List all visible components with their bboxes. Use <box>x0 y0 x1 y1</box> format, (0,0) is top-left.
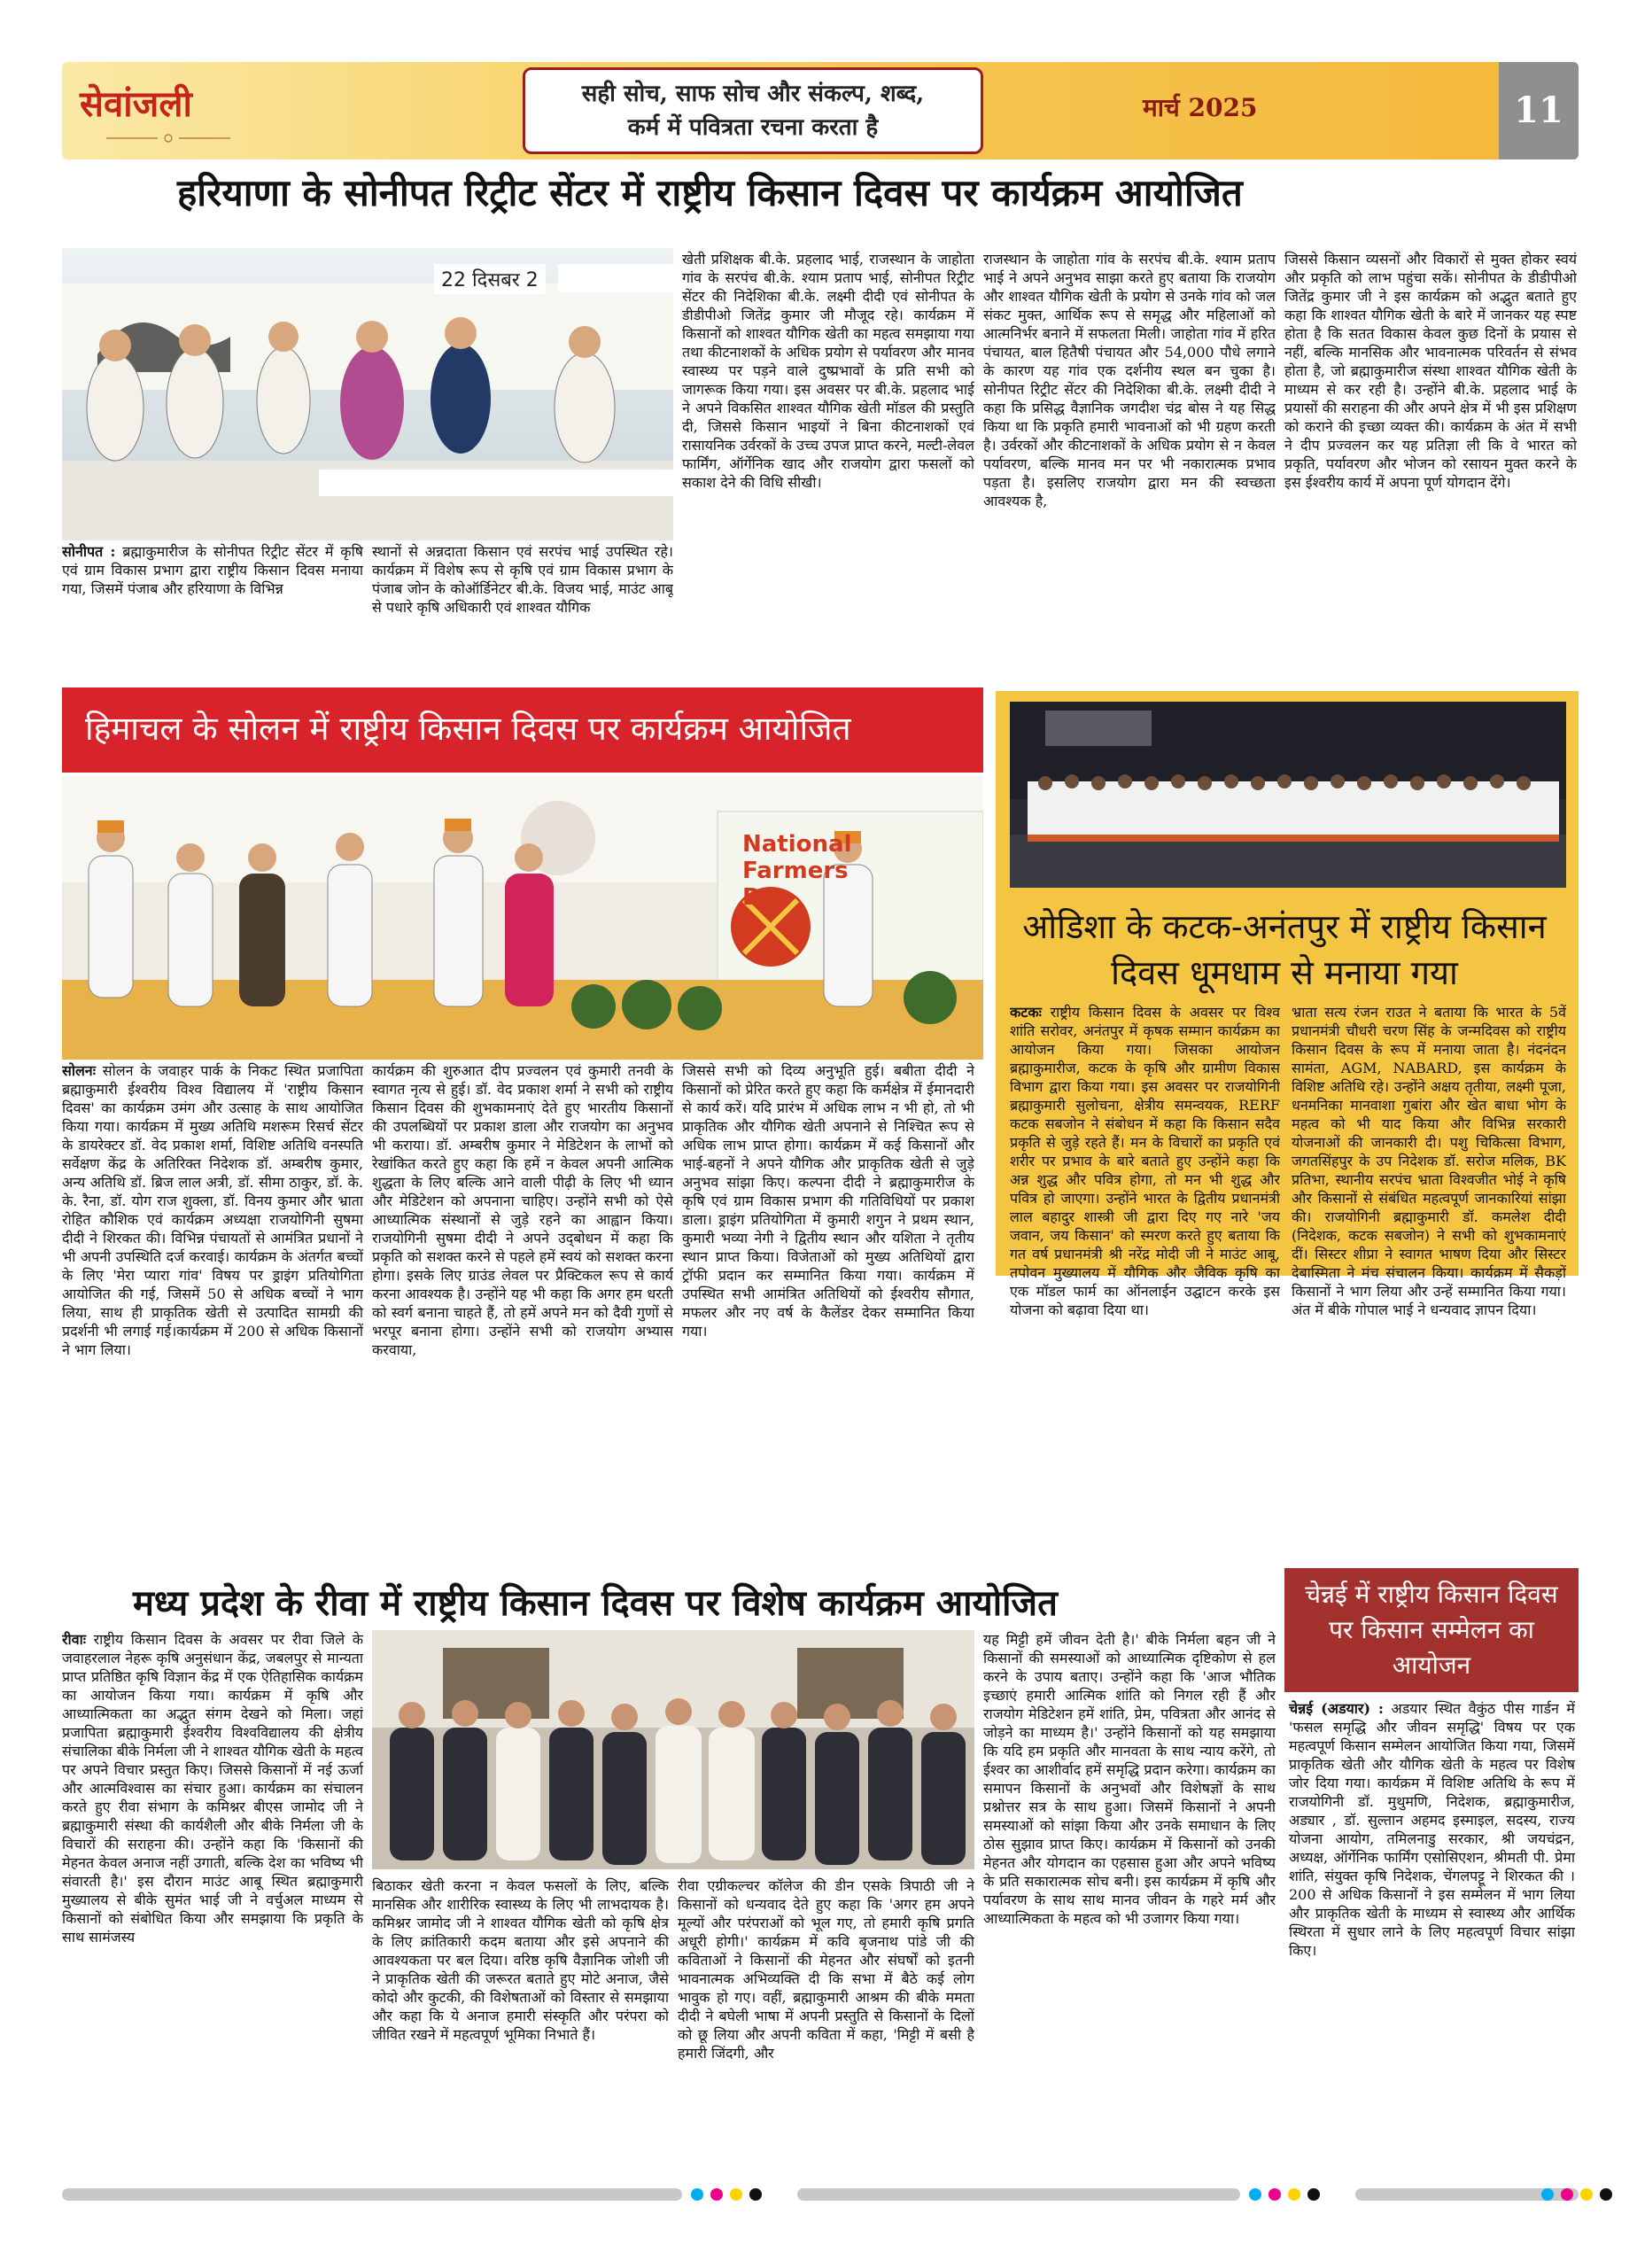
text-sonipat-col3: खेती प्रशिक्षक बी.के. प्रहलाद भाई, राजस्थान के जाहोता गांव के सरपंच बी.के. श्याम प्रताप भाई, सोनीपत रिट्रीट सेंटर की निदेशिका बी.के. लक्ष्मी दीदी एवं सोनीपत के डीडीपीओ जितेंद्र कुमार जी मौजूद रहे। कार्यक्रम में किसानों को शाश्वत यौगिक खेती का महत्व समझाया गया तथा कीटनाशकों के अधिक प्रयोग से पर्यावरण और मानव स्वास्थ्य पर पड़ने वाले दुष्प्रभावों के प्रति सभी को जागरूक किया गया। इस अवसर पर बी.के. प्रहलाद भाई ने अपने विकसित शाश्वत यौगिक खेती मॉडल की प्रस्तुति दी, जिससे किसान भाइयों ने बिना कीटनाशकों एवं रासायनिक उर्वरकों के उच्च उपज प्राप्त करने, मल्टी-लेवल फार्मिंग, ऑर्गेनिक खाद और राजयोग द्वारा फसलों को सकाश देने की विधि सीखी। <box>682 251 974 491</box>
photo-cuttack-audience <box>1010 702 1566 888</box>
registration-dot <box>1268 2188 1281 2201</box>
brand-title: सेवांजली <box>80 83 192 125</box>
rewa-photo-illustration <box>372 1630 974 1869</box>
paragraph: राष्ट्रीय किसान दिवस के अवसर पर रीवा जिले के जवाहरलाल नेहरू कृषि अनुसंधान केंद्र, जबलपुर से मान्यता प्राप्त प्रतिष्ठित कृषि विज्ञान केंद्र में एक ऐतिहासिक कार्यक्रम का आयोजन किया गया। कार्यक्रम में कृषि और आध्यात्मिकता का अद्भुत संगम देखने को मिला। जहां प्रजापिता ब्रह्माकुमारी ईश्वरीय विश्वविद्यालय की क्षेत्रीय संचालिका बीके निर्मला जी ने शाश्वत यौगिक खेती के महत्व पर अपने विचार प्रस्तुत किए। जिससे किसानों में नई ऊर्जा और आत्मविश्वास का संचार हुआ। कार्यक्रम का संचालन करते हुए रीवा संभाग के कमिश्नर बीएस जामोद जी ने ब्रह्माकुमारी संस्था की कार्यशैली और बीके निर्मला जी के विचारों की सराहना की। उन्होंने कहा कि 'किसानों की मेहनत केवल अनाज नहीं उगाती, बल्कि देश का भविष्य भी संवारती है।' इस दौरान माउंट आबू स्थित ब्रह्माकुमारी मुख्यालय से बीके सुमंत भाई जी ने वर्चुअल माध्यम से किसानों को संबोधित किया और समझाया कि प्रकृति के साथ सामंजस्य <box>62 1631 363 1946</box>
registration-dot <box>1307 2188 1320 2201</box>
text-rewa-col3: रीवा एग्रीकल्चर कॉलेज की डीन एसके त्रिपाठी जी ने किसानों को धन्यवाद देते हुए कहा कि 'अगर हम अपने मूल्यों और परंपराओं को भूल गए, तो हमारी कृषि प्रगति अधूरी होगी।' कार्यक्रम में कवि बृजनाथ पांडे जी की कविताओं ने किसानों की मेहनत और संघर्षों को इतनी भावनात्मक अभिव्यक्ति दी कि सभा में बैठे कई लोग भावुक हो गए। वहीं, ब्रह्माकुमारी आश्रम की बीके ममता दीदी ने बघेली भाषा में अपनी प्रस्तुति से किसानों के दिलों को छू लिया और अपनी कविता में कहा, 'मिट्टी में बसी है हमारी जिंदगी, और <box>678 1877 974 2062</box>
headline-chennai: चेन्नई में राष्ट्रीय किसान दिवस पर किसान सम्मेलन का आयोजन <box>1305 1580 1558 1680</box>
dateline-sonipat: सोनीपत : <box>62 543 116 560</box>
text-sonipat-col4: राजस्थान के जाहोता गांव के सरपंच बी.के. श्याम प्रताप भाई ने अपने अनुभव साझा करते हुए बताया कि राजयोग और शाश्वत यौगिक खेती के प्रयोग से उनके गांव को जल संकट मुक्त, आर्थिक रूप से समृद्ध और महिलाओं को आत्मनिर्भर बनाने में सफलता मिली। जाहोता गांव में हरित पंचायत, बाल हितैषी पंचायत और 54,000 पौधे लगाने के कारण यह गांव एक दर्शनीय स्थल बन चुका है। सोनीपत रिट्रीट सेंटर की निदेशिका बी.के. लक्ष्मी दीदी ने कहा कि प्रसिद्ध वैज्ञानिक जगदीश चंद्र बोस ने यह सिद्ध किया था कि प्रकृति हमारी भावनाओं को भी ग्रहण करती है। उर्वरकों और कीटनाशकों के अधिक प्रयोग से न केवल पर्यावरण, बल्कि मानव मन पर भी नकारात्मक प्रभाव पड़ता है। इसलिए राजयोग द्वारा मन की स्वच्छता आवश्यक है, <box>983 251 1276 509</box>
dateline-cuttack: कटकः <box>1010 1004 1042 1021</box>
photo-caption-date: 22 दिसबर 2 <box>434 264 546 294</box>
dateline-chennai: चेन्नई (अडयार) : <box>1289 1700 1384 1717</box>
text-rewa-col1 <box>62 1630 363 2126</box>
registration-dot <box>1580 2188 1593 2201</box>
registration-dot <box>691 2188 703 2201</box>
paragraph: सोलन के जवाहर पार्क के निकट स्थित प्रजापिता ब्रह्माकुमारी ईश्वरीय विश्व विद्यालय में 'राष्ट्रीय किसान दिवस' का कार्यक्रम उमंग और उत्साह के साथ आयोजित किया गया। कार्यक्रम में मुख्य अतिथि मशरूम रिसर्च सेंटर के डायरेक्टर डॉ. वेद प्रकाश शर्मा, विशिष्ट अतिथि वनस्पति सर्वेक्षण केंद्र के अतिरिक्त निदेशक डॉ. अम्बरीष कुमार, अन्य अतिथि डॉ. ब्रिज लाल अत्री, डॉ. सीमा ठाकुर, डॉ. के. के. रैना, डॉ. योग राज शुक्ला, डॉ. विनय कुमार और भ्राता रोहित कौशिक एवं कार्यक्रम अध्यक्षा राजयोगिनी सुषमा दीदी ने शिरकत की। विभिन्न पंचायतों से आमंत्रित प्रधानों ने भी अपनी उपस्थिति दर्ज करवाई। कार्यक्रम के अंतर्गत बच्चों के लिए 'मेरा प्यारा गांव' विषय पर ड्राइंग प्रतियोगिता आयोजित की गई, जिसमें 50 से अधिक बच्चों ने भाग लिया, साथ ही प्राकृतिक खेती से उत्पादित सामग्री की प्रदर्शनी भी लगाई गई।कार्यक्रम में 200 से अधिक किसानों ने भाग लिया। <box>62 1062 363 1358</box>
page-number: 11 <box>1499 62 1579 159</box>
text-rewa-col4: यह मिट्टी हमें जीवन देती है।' बीके निर्मला बहन जी ने किसानों की समस्याओं को आध्यात्मिक दृष्टिकोण से हल करने के उपाय बताए। उन्होंने कहा कि 'आज भौतिक इच्छाएं हमारी आत्मिक शांति को निगल रही हैं और राजयोग मेडिटेशन हमें शांति, प्रेम, पवित्रता और आनंद से जोड़ने का माध्यम है।' उन्होंने किसानों को यह समझाया कि यदि हम प्रकृति और मानवता के साथ न्याय करेंगे, तो ईश्वर का आशीर्वाद हमें समृद्धि प्रदान करेगा। कार्यक्रम का समापन किसानों के अनुभवों और विशेषज्ञों के साथ प्रश्नोत्तर सत्र के साथ हुआ। जिसमें किसानों ने अपनी समस्याओं को सांझा किया और उनके समाधान के लिए ठोस सुझाव प्राप्त किए। कार्यक्रम में किसानों को उनकी मेहनत और योगदान का एहसास हुआ और अपने भविष्य के प्रति सकारात्मक सोच बनी। इस कार्यक्रम में कृषि और पर्यावरण के साथ साथ मानव जीवन के गहरे मर्म और आध्यात्मिकता के महत्व को भी उजागर किया गया। <box>983 1631 1276 1927</box>
dateline-rewa: रीवाः <box>62 1631 86 1648</box>
text-solan-col2: कार्यक्रम की शुरुआत दीप प्रज्वलन एवं कुमारी तनवी के स्वागत नृत्य से हुई। डॉ. वेद प्रकाश शर्मा ने सभी को राष्ट्रीय किसान दिवस की शुभकामनाएं देते हुए भारतीय किसानों की उपलब्धियों पर प्रकाश डाला और राजयोग का अनुभव भी कराया। डॉ. अम्बरीष कुमार ने मेडिटेशन के लाभों को रेखांकित करते हुए कहा कि हमें न केवल अपनी आत्मिक शुद्धता के लिए बल्कि आने वाली पीढ़ी के लिए भी ध्यान और मेडिटेशन को अपनाना चाहिए। उन्होंने सभी को ऐसे आध्यात्मिक संस्थानों से जुड़े रहने का आह्वान किया। राजयोगिनी सुषमा दीदी ने अपने उद्‌बोधन में कहा कि प्रकृति को सशक्त करने से पहले हमें स्वयं को सशक्त करना होगा। इसके लिए ग्राउंड लेवल पर प्रैक्टिकल रूप से कार्य करना आवश्यक है। उन्होंने यह भी कहा कि अगर हम धरती को स्वर्ग बनाना चाहते हैं, तो हमें अपने मन को दैवी गुणों से भरपूर बनाना होगा। उन्होंने सभी को राजयोग अभ्यास करवाया, <box>372 1062 673 1358</box>
motto-line-2: कर्म में पवित्रता रचना करता है <box>627 114 879 141</box>
paragraph: अडयार स्थित वैकुंठ पीस गार्डन में 'फसल समृद्धि और जीवन समृद्धि' विषय पर एक महत्वपूर्ण किसान सम्मेलन आयोजित किया गया, जिसमें प्राकृतिक खेती और यौगिक खेती के महत्व पर विशेष जोर दिया गया। कार्यक्रम में विशिष्ट अतिथि के रूप में राजयोगिनी डॉ. मुथुमणि, निदेशक, ब्रह्माकुमारीज, अड्यार , डॉ. सुल्तान अहमद इस्माइल, सदस्य, राज्य योजना आयोग, तमिलनाडु सरकार, श्री जयचंद्रन, अध्यक्ष, ऑर्गेनिक फार्मिंग एसोसिएशन, श्रीमती पी. प्रेमा शांति, संयुक्त कृषि निदेशक, चेंगलपट्टू ने शिरकत की । 200 से अधिक किसानों ने इस सम्मेलन में भाग लिया और प्राकृतिक खेती के माध्यम से स्वास्थ्य और आर्थिक स्थिरता में सुधार लाने के लिए महत्वपूर्ण विचार सांझा किए। <box>1289 1700 1575 1959</box>
headline-sonipat: हरियाणा के सोनीपत रिट्रीट सेंटर में राष्ट्रीय किसान दिवस पर कार्यक्रम आयोजित <box>177 171 1243 214</box>
text-cuttack-col1 <box>1010 1003 1280 1501</box>
photo-sonipat-stage <box>62 248 673 540</box>
brand-ornament-icon <box>106 133 230 144</box>
banner-farmers-day: National Farmers Day <box>742 831 852 911</box>
stage-photo-illustration <box>62 248 673 540</box>
footer-bar-middle <box>797 2188 1240 2201</box>
cuttack-photo-illustration <box>1010 702 1566 888</box>
photo-solan-performance <box>62 776 983 1060</box>
dateline-solan: सोलनः <box>62 1062 96 1079</box>
headline-rewa: मध्य प्रदेश के रीवा में राष्ट्रीय किसान दिवस पर विशेष कार्यक्रम आयोजित <box>133 1582 1058 1624</box>
text-solan-col3: जिससे सभी को दिव्य अनुभूति हुई। बबीता दीदी ने किसानों को प्रेरित करते हुए कहा कि कर्मक्षेत्र में ईमानदारी से कार्य करें। यदि प्रारंभ में अधिक लाभ न भी हो, तो भी प्राकृतिक और यौगिक खेती अपनाने से निश्चित रूप से अधिक लाभ प्राप्त होगा। कार्यक्रम में कई किसानों और भाई-बहनों ने अपने यौगिक और प्राकृतिक खेती से जुड़े अनुभव सांझा किए। कल्पना दीदी ने ब्रह्माकुमारीज के कृषि एवं ग्राम विकास प्रभाग की गतिविधियों पर प्रकाश डाला। ड्राइंग प्रतियोगिता में कुमारी शगुन ने प्रथम स्थान, कुमारी भव्या नेगी ने द्वितीय स्थान और यशिता ने तृतीय स्थान प्राप्त किया। विजेताओं को मुख्य अतिथियों द्वारा ट्रॉफी प्रदान कर सम्मानित किया गया। कार्यक्रम में उपस्थित सभी आमंत्रित अतिथियों को ईश्वरीय सौगात, मफलर और नए वर्ष के कैलेंडर देकर सम्मानित किया गया। <box>682 1062 974 1340</box>
text-cuttack-col2: भ्राता सत्य रंजन राउत ने बताया कि भारत के 5वें प्रधानमंत्री चौधरी चरण सिंह के जन्मदिवस को राष्ट्रीय किसान दिवस के रूप में मनाया जाता है। नंदनंदन सामंता, AGM, NABARD, इस कार्यक्रम के विशिष्ट अतिथि रहे। उन्होंने अक्षय तृतीया, लक्ष्मी पूजा, धनमनिका मानवाशा गुबांरा और खेत बाधा भोग के महत्व को भी याद किया और विभिन्न सरकारी योजनाओं की जानकारी दी। पशु चिकित्सा विभाग, जगतसिंहपुर के उप निदेशक डॉ. सरोज मलिक, BK प्रतिभा, स्थानीय सरपंच भ्राता विश्वजीत भोई ने कृषि और किसानों से संबंधित महत्वपूर्ण जानकारियां सांझा की। राजयोगिनी ब्रह्माकुमारी डॉ. कमलेश दीदी (निदेशक, कटक सबजोन) ने सभी को शुभकामनाएं दीं। सिस्टर शीप्रा ने स्वागत भाषण दिया और सिस्टर देबास्मिता ने मंच संचालन किया। कार्यक्रम में सैकड़ों किसानों ने भाग लिया और उन्हें सम्मानित किया गया। अंत में बीके गोपाल भाई ने धन्यवाद ज्ञापन दिया। <box>1292 1004 1566 1318</box>
text-chennai <box>1289 1699 1575 2126</box>
text-sonipat-col5: जिससे किसान व्यसनों और विकारों से मुक्त होकर स्वयं और प्रकृति को लाभ पहुंचा सकें। सोनीपत के डीडीपीओ जितेंद्र कुमार जी ने इस कार्यक्रम को अद्भुत बताते हुए कहा कि शाश्वत यौगिक खेती के बारे में जानकर यह स्पष्ट होता है कि सतत विकास केवल कुछ दिनों के प्रयास से नहीं, बल्कि मानसिक और भावनात्मक परिवर्तन से संभव होता है, जो ब्रह्माकुमारीज संस्था शाश्वत यौगिक खेती के माध्यम से कर रही है। उन्होंने बी.के. प्रहलाद भाई के प्रयासों की सराहना की और अपने क्षेत्र में भी इस प्रशिक्षण को कराने की इच्छा व्यक्त की। कार्यक्रम के अंत में सभी ने दीप प्रज्वलन कर यह प्रतिज्ञा ली कि वे भारत को प्रकृति, पर्यावरण और भोजन को रसायन मुक्त करने के इस ईश्वरीय कार्य में अपना पूर्ण योगदान देंगे। <box>1284 251 1577 491</box>
issue-date: मार्च 2025 <box>1143 93 1258 122</box>
footer-bar-left <box>62 2188 682 2201</box>
registration-dot <box>1541 2188 1554 2201</box>
registration-dot <box>1288 2188 1300 2201</box>
text-sonipat-col2: स्थानों से अन्नदाता किसान एवं सरपंच भाई उपस्थित रहे। कार्यक्रम में विशेष रूप से कृषि एवं ग्राम विकास प्रभाग के पंजाब जोन के कोऑर्डिनेटर बी.के. विजय भाई, माउंट आबू से पधारे कृषि अधिकारी एवं शाश्वत यौगिक <box>372 543 673 616</box>
registration-dot <box>749 2188 762 2201</box>
registration-dot <box>1249 2188 1261 2201</box>
masthead-motto <box>523 67 983 154</box>
registration-dot <box>730 2188 742 2201</box>
paragraph: राष्ट्रीय किसान दिवस के अवसर पर विश्व शांति सरोवर, अनंतपुर में कृषक सम्मान कार्यक्रम का आयोजन किया गया। जिसका आयोजन ब्रह्माकुमारीज, कटक के कृषि और ग्रामीण विकास विभाग द्वारा किया गया। इस अवसर पर राजयोगिनी ब्रह्माकुमारी सुलोचना, क्षेत्रीय समन्वयक, RERF कटक सबजोन ने संबोधन में कहा कि किसान सदैव प्रकृति से जुड़े रहते हैं। मन के विचारों का प्रकृति एवं शरीर पर प्रभाव के बारे बताते हुए उन्होंने कहा कि अन्न शुद्ध और पवित्र होगा, तो मन भी शुद्ध और पवित्र हो जाएगा। उन्होंने भारत के द्वितीय प्रधानमंत्री लाल बहादुर शास्त्री जी द्वारा दिए गए नारे 'जय जवान, जय किसान' को स्मरण करते हुए बताया कि गत वर्ष प्रधानमंत्री श्री नरेंद्र मोदी जी ने माउंट आबू, तपोवन मुख्यालय में यौगिक और जैविक कृषि का एक मॉडल फार्म का ऑनलाईन उद्घाटन करके इस योजना को बढ़ावा दिया था। <box>1010 1004 1280 1318</box>
headline-solan: हिमाचल के सोलन में राष्ट्रीय किसान दिवस पर कार्यक्रम आयोजित <box>85 710 851 748</box>
text-sonipat-col1 <box>62 542 363 666</box>
text-rewa-col2: बिठाकर खेती करना न केवल फसलों के लिए, बल्कि मानसिक और शारीरिक स्वास्थ्य के लिए भी लाभदायक है। कमिश्नर जामोद जी ने शाश्वत यौगिक खेती को कृषि क्षेत्र के लिए क्रांतिकारी कदम बताया और इसे अपनाने की आवश्यकता पर बल दिया। वरिष्ठ कृषि वैज्ञानिक जोशी जी ने प्राकृतिक खेती की जरूरत बताते हुए मोटे अनाज, जैसे कोदो और कुटकी, की विशेषताओं को विस्तार से समझाया और कहा कि ये अनाज हमारी संस्कृति और परंपरा को जीवित रखने में महत्वपूर्ण भूमिका निभाते हैं। <box>372 1877 669 2043</box>
photo-rewa-group <box>372 1630 974 1869</box>
registration-dot <box>1600 2188 1612 2201</box>
paragraph: ब्रह्माकुमारीज के सोनीपत रिट्रीट सेंटर में कृषि एवं ग्राम विकास प्रभाग द्वारा राष्ट्रीय किसान दिवस मनाया गया, जिसमें पंजाब और हरियाणा के विभिन्न <box>62 543 363 597</box>
solan-photo-illustration <box>62 776 983 1060</box>
registration-dot <box>1561 2188 1573 2201</box>
headline-cuttack: ओडिशा के कटक-अनंतपुर में राष्ट्रीय किसान दिवस धूमधाम से मनाया गया <box>1022 907 1547 992</box>
registration-dot <box>710 2188 723 2201</box>
text-solan-col1 <box>62 1061 363 1559</box>
motto-line-1: सही सोच, साफ सोच और संकल्प, शब्द, <box>581 81 925 107</box>
